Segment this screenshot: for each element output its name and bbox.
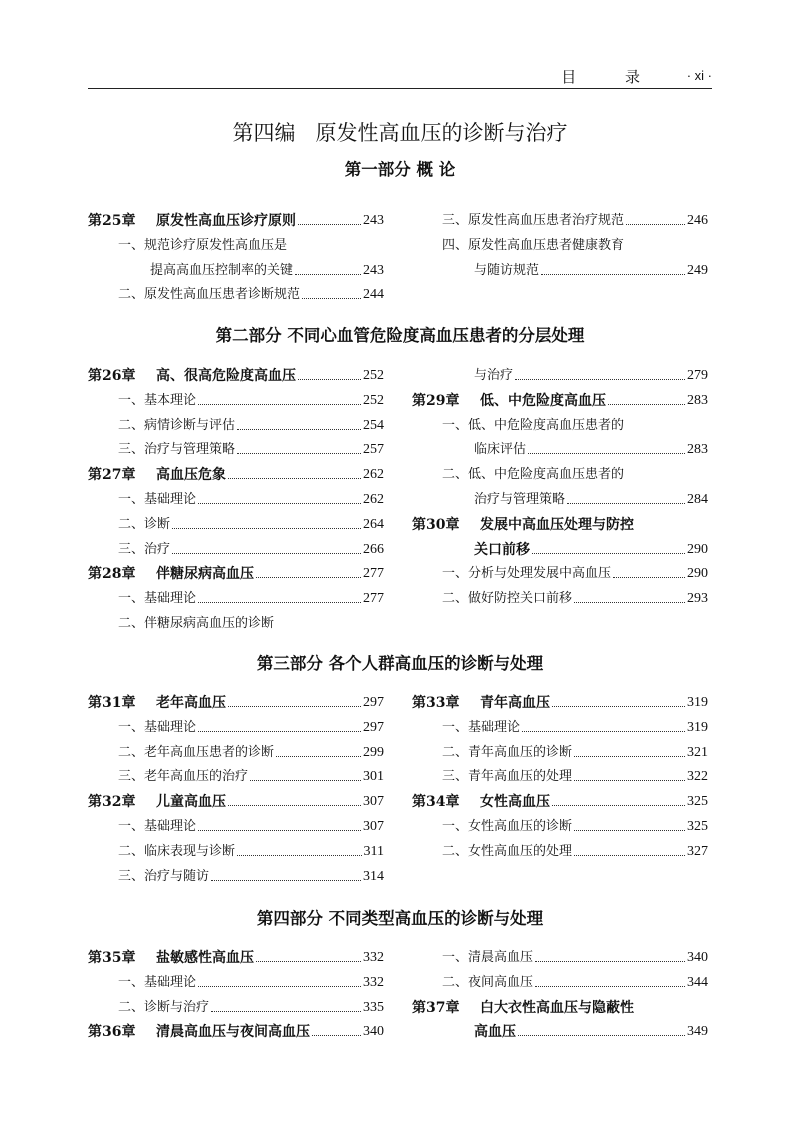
page-number: 332 xyxy=(363,974,384,990)
toc-entry-row[interactable] xyxy=(412,740,708,762)
toc-chapter-row[interactable] xyxy=(412,512,708,534)
leader-dots xyxy=(302,298,361,299)
leader-dots xyxy=(518,1035,685,1036)
toc-entry-row[interactable] xyxy=(88,537,384,559)
toc-entry-row[interactable] xyxy=(412,208,708,230)
leader-dots xyxy=(228,706,361,707)
entry-title: 二、低、中危险度高血压患者的 xyxy=(442,467,625,483)
page-number: 297 xyxy=(363,719,384,735)
leader-dots xyxy=(228,805,361,806)
entry-title: 一、清晨高血压 xyxy=(442,950,534,965)
leader-dots xyxy=(250,780,361,781)
page-number: 283 xyxy=(687,442,708,458)
toc-entry-row[interactable] xyxy=(412,462,708,484)
chapter-number: 第29章 xyxy=(412,392,460,409)
toc-entry-row[interactable] xyxy=(412,715,708,737)
leader-dots xyxy=(198,503,361,504)
entry-title: 二、夜间高血压 xyxy=(442,974,534,990)
entry-title: 一、分析与处理发展中高血压 xyxy=(442,566,612,582)
toc-entry-row[interactable] xyxy=(412,1019,708,1041)
page-number: 311 xyxy=(363,843,384,859)
page-number: 327 xyxy=(687,843,708,859)
page-number: 279 xyxy=(687,368,708,383)
chapter-number: 第27章 xyxy=(88,467,136,484)
toc-chapter-row[interactable] xyxy=(88,561,384,583)
entry-title-continued: 与随访规范 xyxy=(474,262,540,278)
toc-chapter-row[interactable] xyxy=(88,789,384,811)
section-title: 第四部分 不同类型高血压的诊断与处理 xyxy=(256,909,544,928)
toc-entry-row[interactable] xyxy=(88,814,384,836)
toc-entry-row[interactable] xyxy=(412,970,708,992)
page-number: 297 xyxy=(363,695,384,710)
leader-dots xyxy=(535,986,685,987)
leader-dots xyxy=(198,404,361,405)
page-number: 277 xyxy=(363,566,384,582)
chapter-number: 第36章 xyxy=(88,1024,136,1041)
volume-name: 原发性高血压的诊断与治疗 xyxy=(315,121,568,145)
page-number: 283 xyxy=(687,392,708,408)
leader-dots xyxy=(211,880,361,881)
page-number: 290 xyxy=(687,566,708,582)
chapter-title: 高血压危象 xyxy=(156,467,226,484)
page-number: 349 xyxy=(687,1024,708,1040)
toc-entry-row[interactable] xyxy=(88,512,384,534)
page-number: 299 xyxy=(363,744,384,760)
page-number: 314 xyxy=(363,868,384,884)
toc-entry-row[interactable] xyxy=(88,611,384,633)
page-number: 332 xyxy=(363,950,384,965)
entry-title-continued: 与治疗 xyxy=(474,368,514,383)
page-number: 252 xyxy=(363,368,384,383)
chapter-number: 第32章 xyxy=(88,794,136,811)
entry-title-continued: 临床评估 xyxy=(474,442,527,458)
toc-entry-row[interactable] xyxy=(88,970,384,992)
entry-title: 一、基本理论 xyxy=(118,392,197,408)
page-number: 319 xyxy=(687,695,708,710)
toc-entry-row[interactable] xyxy=(88,258,384,280)
page-number: 244 xyxy=(363,287,384,303)
entry-title: 二、病情诊断与评估 xyxy=(118,417,236,433)
leader-dots xyxy=(237,453,361,454)
leader-dots xyxy=(237,855,362,856)
leader-dots xyxy=(613,577,685,578)
page-number: 301 xyxy=(363,769,384,785)
leader-dots xyxy=(541,274,685,275)
leader-dots xyxy=(567,503,685,504)
leader-dots xyxy=(522,731,685,732)
toc-entry-row[interactable] xyxy=(88,413,384,435)
page-number: 290 xyxy=(687,541,708,557)
entry-title: 三、青年高血压的处理 xyxy=(442,769,573,785)
entry-title: 一、低、中危险度高血压患者的 xyxy=(442,417,625,433)
page-number: 284 xyxy=(687,492,708,507)
toc-entry-row[interactable] xyxy=(88,487,384,509)
leader-dots xyxy=(295,274,361,275)
page-number: 246 xyxy=(687,213,708,228)
toc-entry-row[interactable] xyxy=(412,363,708,385)
leader-dots xyxy=(552,805,685,806)
chapter-number: 第37章 xyxy=(412,999,460,1016)
page-number: 264 xyxy=(363,516,384,532)
page-number: 293 xyxy=(687,591,708,607)
leader-dots xyxy=(256,577,361,578)
entry-title: 四、原发性高血压患者健康教育 xyxy=(442,237,625,253)
toc-entry-row[interactable] xyxy=(412,586,708,608)
chapter-number: 第31章 xyxy=(88,695,136,711)
entry-title: 三、老年高血压的治疗 xyxy=(118,769,249,785)
entry-title-continued: 提高高血压控制率的关键 xyxy=(150,262,294,278)
leader-dots xyxy=(198,602,361,603)
toc-entry-row[interactable] xyxy=(88,437,384,459)
page-number: 321 xyxy=(687,744,708,760)
page-number: 262 xyxy=(363,492,384,507)
toc-entry-row[interactable] xyxy=(412,487,708,509)
leader-dots xyxy=(532,553,685,554)
entry-title: 二、女性高血压的处理 xyxy=(442,843,573,859)
entry-title: 一、基础理论 xyxy=(118,819,197,834)
leader-dots xyxy=(298,379,361,380)
page-header xyxy=(88,62,712,89)
chapter-number: 第28章 xyxy=(88,566,136,583)
header-title: 目 录 xyxy=(561,68,662,86)
leader-dots xyxy=(172,553,361,554)
page-number: 307 xyxy=(363,819,384,834)
chapter-title-continued: 关口前移 xyxy=(474,541,530,558)
page-number: 335 xyxy=(363,999,384,1015)
toc-chapter-row[interactable] xyxy=(412,690,708,712)
entry-title: 一、基础理论 xyxy=(118,974,197,990)
entry-title: 三、治疗与管理策略 xyxy=(118,442,236,458)
entry-title: 二、诊断 xyxy=(118,516,171,532)
section-title: 第二部分 不同心血管危险度高血压患者的分层处理 xyxy=(215,326,585,345)
volume-title xyxy=(0,117,800,147)
entry-title: 一、规范诊疗原发性高血压是 xyxy=(118,237,288,253)
toc-entry-row[interactable] xyxy=(412,413,708,435)
chapter-title: 老年高血压 xyxy=(156,695,226,711)
leader-dots xyxy=(228,478,361,479)
toc-chapter-row[interactable] xyxy=(88,1019,384,1041)
leader-dots xyxy=(574,780,685,781)
entry-title: 三、治疗与随访 xyxy=(118,868,210,884)
leader-dots xyxy=(535,961,685,962)
page-number: 344 xyxy=(687,974,708,990)
toc-entry-row[interactable] xyxy=(88,740,384,762)
toc-chapter-row[interactable] xyxy=(88,363,384,385)
leader-dots xyxy=(574,602,685,603)
page-number: 277 xyxy=(363,591,384,607)
entry-title-continued: 治疗与管理策略 xyxy=(474,492,566,507)
toc-entry-row[interactable] xyxy=(88,839,384,861)
toc-chapter-row[interactable] xyxy=(412,388,708,410)
toc-chapter-row[interactable] xyxy=(88,945,384,967)
chapter-title: 伴糖尿病高血压 xyxy=(156,566,254,583)
entry-title: 一、基础理论 xyxy=(442,719,521,735)
leader-dots xyxy=(198,830,361,831)
chapter-title: 发展中高血压处理与防控 xyxy=(480,516,634,533)
entry-title: 二、临床表现与诊断 xyxy=(118,843,236,859)
toc-chapter-row[interactable] xyxy=(88,462,384,484)
toc-entry-row[interactable] xyxy=(88,282,384,304)
chapter-title: 女性高血压 xyxy=(480,794,550,811)
page-number: 325 xyxy=(687,794,708,810)
leader-dots xyxy=(198,731,361,732)
page-number: 252 xyxy=(363,392,384,408)
leader-dots xyxy=(515,379,685,380)
page-number: 243 xyxy=(363,213,384,228)
leader-dots xyxy=(574,855,685,856)
entry-title: 二、伴糖尿病高血压的诊断 xyxy=(118,616,275,631)
leader-dots xyxy=(172,528,361,529)
leader-dots xyxy=(552,706,685,707)
toc-entry-row[interactable] xyxy=(412,561,708,583)
leader-dots xyxy=(198,986,361,987)
toc-chapter-row[interactable] xyxy=(412,789,708,811)
volume-label: 第四编 xyxy=(232,121,296,145)
leader-dots xyxy=(256,961,361,962)
chapter-title: 清晨高血压与夜间高血压 xyxy=(156,1024,310,1041)
leader-dots xyxy=(276,756,361,757)
toc-entry-row[interactable] xyxy=(412,839,708,861)
entry-title: 三、原发性高血压患者治疗规范 xyxy=(442,213,625,228)
toc-entry-row[interactable] xyxy=(412,814,708,836)
toc-entry-row[interactable] xyxy=(412,233,708,255)
entry-title: 一、女性高血压的诊断 xyxy=(442,819,573,834)
entry-title: 一、基础理论 xyxy=(118,591,197,607)
entry-title: 三、治疗 xyxy=(118,541,171,557)
chapter-title: 盐敏感性高血压 xyxy=(156,950,254,966)
page-number: 266 xyxy=(363,541,384,557)
page-number: 257 xyxy=(363,442,384,458)
toc-entry-row[interactable] xyxy=(88,233,384,255)
toc-entry-row[interactable] xyxy=(88,586,384,608)
page-number: 322 xyxy=(687,769,708,785)
section-title: 第三部分 各个人群高血压的诊断与处理 xyxy=(256,654,544,673)
leader-dots xyxy=(211,1011,361,1012)
chapter-number: 第26章 xyxy=(88,368,136,384)
leader-dots xyxy=(312,1035,361,1036)
toc-entry-row[interactable] xyxy=(412,764,708,786)
toc-entry-row[interactable] xyxy=(88,995,384,1017)
page-number: 262 xyxy=(363,467,384,483)
page-number: 340 xyxy=(687,950,708,965)
toc-entry-row[interactable] xyxy=(412,437,708,459)
toc-entry-row[interactable] xyxy=(88,715,384,737)
chapter-number: 第30章 xyxy=(412,516,460,533)
toc-chapter-row[interactable] xyxy=(412,995,708,1017)
entry-title: 二、老年高血压患者的诊断 xyxy=(118,744,275,760)
leader-dots xyxy=(574,830,685,831)
entry-title: 二、青年高血压的诊断 xyxy=(442,744,573,760)
leader-dots xyxy=(237,429,361,430)
chapter-title: 白大衣性高血压与隐蔽性 xyxy=(480,999,634,1016)
chapter-title: 青年高血压 xyxy=(480,695,550,711)
chapter-title: 低、中危险度高血压 xyxy=(480,392,606,409)
chapter-title: 原发性高血压诊疗原则 xyxy=(156,213,296,229)
entry-title: 二、原发性高血压患者诊断规范 xyxy=(118,287,301,303)
page-number: 319 xyxy=(687,719,708,735)
toc-chapter-row[interactable] xyxy=(88,208,384,230)
entry-title: 一、基础理论 xyxy=(118,492,197,507)
toc-entry-row[interactable] xyxy=(412,258,708,280)
leader-dots xyxy=(528,453,685,454)
toc-entry-row[interactable] xyxy=(412,945,708,967)
entry-title: 一、基础理论 xyxy=(118,719,197,735)
toc-entry-row[interactable] xyxy=(88,764,384,786)
toc-entry-row[interactable] xyxy=(88,864,384,886)
chapter-number: 第33章 xyxy=(412,695,460,711)
chapter-number: 第35章 xyxy=(88,950,136,966)
section-title: 第一部分 概 论 xyxy=(344,160,456,179)
page-number: 325 xyxy=(687,819,708,834)
page-number: 307 xyxy=(363,794,384,810)
entry-title: 二、做好防控关口前移 xyxy=(442,591,573,607)
toc-entry-row[interactable] xyxy=(88,388,384,410)
page-number: 249 xyxy=(687,262,708,278)
page-number: 254 xyxy=(363,417,384,433)
leader-dots xyxy=(574,756,685,757)
chapter-number: 第34章 xyxy=(412,794,460,811)
page-number: 340 xyxy=(363,1024,384,1040)
chapter-title: 高、很高危险度高血压 xyxy=(156,368,296,384)
entry-title: 二、诊断与治疗 xyxy=(118,999,210,1015)
header-page-number: · xi · xyxy=(686,68,712,83)
leader-dots xyxy=(298,224,361,225)
toc-entry-row[interactable] xyxy=(412,537,708,559)
chapter-title-continued: 高血压 xyxy=(474,1024,516,1041)
page-number: 243 xyxy=(363,262,384,278)
toc-chapter-row[interactable] xyxy=(88,690,384,712)
leader-dots xyxy=(626,224,685,225)
chapter-number: 第25章 xyxy=(88,213,136,229)
chapter-title: 儿童高血压 xyxy=(156,794,226,811)
leader-dots xyxy=(608,404,685,405)
